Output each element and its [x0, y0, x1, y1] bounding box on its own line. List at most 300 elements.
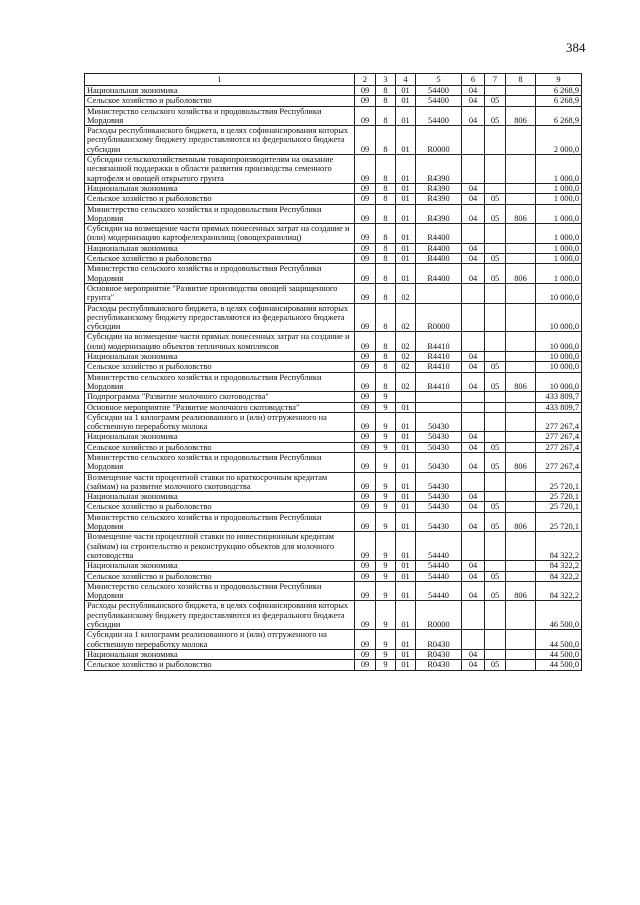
- table-row: [85, 224, 582, 244]
- row-amount: 1 000,0: [536, 264, 582, 284]
- row-amount: 25 720,1: [536, 512, 582, 532]
- code-ministry: [506, 502, 536, 512]
- code-gp: 09: [355, 532, 376, 561]
- code-ministry: [506, 571, 536, 581]
- row-name: Субсидии на возмещение части прямых понесенных затрат на создание и (или) модернизацию картофелехранилищ (овощехранилищ): [85, 224, 355, 244]
- code-ministry: [506, 402, 536, 412]
- code-ministry: [506, 492, 536, 502]
- code-subsection: 05: [485, 452, 506, 472]
- code-gp: 09: [355, 183, 376, 193]
- table-row: [85, 183, 582, 193]
- code-sub: 8: [376, 204, 396, 224]
- code-gp: 09: [355, 561, 376, 571]
- row-name: Национальная экономика: [85, 86, 355, 96]
- code-main: 01: [396, 194, 416, 204]
- row-name: Основное мероприятие "Развитие производства овощей защищенного грунта": [85, 283, 355, 303]
- code-ministry: [506, 649, 536, 659]
- row-name: Министерство сельского хозяйства и продовольствия Республики Мордовия: [85, 372, 355, 392]
- code-direction: R4390: [416, 155, 462, 184]
- code-sub: 8: [376, 243, 396, 253]
- code-direction: [416, 392, 462, 402]
- column-header-8: 8: [506, 74, 536, 86]
- code-sub: 8: [376, 264, 396, 284]
- code-section: 04: [462, 660, 485, 670]
- code-main: 01: [396, 571, 416, 581]
- code-section: [462, 630, 485, 650]
- code-main: 01: [396, 630, 416, 650]
- code-direction: R4400: [416, 243, 462, 253]
- code-subsection: [485, 432, 506, 442]
- row-name: Национальная экономика: [85, 432, 355, 442]
- code-subsection: [485, 601, 506, 630]
- code-subsection: [485, 86, 506, 96]
- table-row: [85, 362, 582, 372]
- row-amount: 277 267,4: [536, 412, 582, 432]
- code-section: [462, 392, 485, 402]
- code-ministry: [506, 332, 536, 352]
- code-main: 02: [396, 362, 416, 372]
- code-direction: R4410: [416, 332, 462, 352]
- row-amount: 1 000,0: [536, 183, 582, 193]
- code-gp: 09: [355, 512, 376, 532]
- row-name: Министерство сельского хозяйства и продовольствия Республики Мордовия: [85, 452, 355, 472]
- code-main: 01: [396, 155, 416, 184]
- table-header-row: [85, 74, 582, 86]
- row-name: Сельское хозяйство и рыболовство: [85, 96, 355, 106]
- code-ministry: [506, 561, 536, 571]
- code-section: 04: [462, 194, 485, 204]
- row-amount: 277 267,4: [536, 432, 582, 442]
- code-main: 01: [396, 452, 416, 472]
- row-amount: 6 268,9: [536, 96, 582, 106]
- table-row: [85, 502, 582, 512]
- row-amount: 1 000,0: [536, 155, 582, 184]
- code-subsection: 05: [485, 571, 506, 581]
- code-subsection: 05: [485, 442, 506, 452]
- row-name: Возмещение части процентной ставки по инвестиционным кредитам (займам) на строительство и реконструкцию объектов для молочного скотоводства: [85, 532, 355, 561]
- row-name: Сельское хозяйство и рыболовство: [85, 571, 355, 581]
- code-main: [396, 392, 416, 402]
- code-ministry: [506, 126, 536, 155]
- row-name: Министерство сельского хозяйства и продовольствия Республики Мордовия: [85, 512, 355, 532]
- code-gp: 09: [355, 204, 376, 224]
- code-section: [462, 472, 485, 492]
- code-direction: R0430: [416, 630, 462, 650]
- code-direction: 50430: [416, 412, 462, 432]
- code-ministry: 806: [506, 512, 536, 532]
- code-gp: 09: [355, 432, 376, 442]
- code-sub: 9: [376, 581, 396, 601]
- row-amount: 1 000,0: [536, 204, 582, 224]
- code-direction: R4410: [416, 362, 462, 372]
- row-name: Сельское хозяйство и рыболовство: [85, 194, 355, 204]
- table-row: [85, 571, 582, 581]
- row-name: Министерство сельского хозяйства и продовольствия Республики Мордовия: [85, 264, 355, 284]
- code-direction: [416, 402, 462, 412]
- code-subsection: [485, 532, 506, 561]
- code-main: 01: [396, 204, 416, 224]
- code-subsection: [485, 630, 506, 650]
- code-direction: 54400: [416, 96, 462, 106]
- code-section: 04: [462, 372, 485, 392]
- code-gp: 09: [355, 362, 376, 372]
- code-gp: 09: [355, 332, 376, 352]
- code-subsection: 05: [485, 264, 506, 284]
- row-amount: 10 000,0: [536, 283, 582, 303]
- code-ministry: [506, 442, 536, 452]
- row-name: Сельское хозяйство и рыболовство: [85, 442, 355, 452]
- code-sub: 8: [376, 254, 396, 264]
- code-ministry: [506, 630, 536, 650]
- code-main: 01: [396, 402, 416, 412]
- row-name: Национальная экономика: [85, 649, 355, 659]
- row-name: Субсидии сельскохозяйственным товаропроизводителям на оказание несвязанной поддержки в области развития производства семенного картофеля и овощей открытого грунта: [85, 155, 355, 184]
- row-name: Субсидии на 1 килограмм реализованного и (или) отгруженного на собственную переработку молока: [85, 412, 355, 432]
- row-name: Национальная экономика: [85, 561, 355, 571]
- code-gp: 09: [355, 264, 376, 284]
- row-amount: 1 000,0: [536, 243, 582, 253]
- code-gp: 09: [355, 412, 376, 432]
- code-ministry: [506, 472, 536, 492]
- code-section: [462, 303, 485, 332]
- code-subsection: 05: [485, 581, 506, 601]
- table-row: [85, 264, 582, 284]
- column-header-4: 4: [396, 74, 416, 86]
- code-sub: 8: [376, 126, 396, 155]
- column-header-9: 9: [536, 74, 582, 86]
- row-amount: 1 000,0: [536, 224, 582, 244]
- code-gp: 09: [355, 649, 376, 659]
- code-gp: 09: [355, 224, 376, 244]
- code-subsection: [485, 352, 506, 362]
- row-name: Министерство сельского хозяйства и продовольствия Республики Мордовия: [85, 581, 355, 601]
- code-gp: 09: [355, 86, 376, 96]
- row-amount: 277 267,4: [536, 452, 582, 472]
- row-name: Возмещение части процентной ставки по краткосрочным кредитам (займам) на развитие молочного скотоводства: [85, 472, 355, 492]
- code-subsection: 05: [485, 194, 506, 204]
- code-subsection: 05: [485, 512, 506, 532]
- code-ministry: [506, 362, 536, 372]
- code-section: 04: [462, 106, 485, 126]
- code-main: 01: [396, 561, 416, 571]
- code-direction: 54430: [416, 472, 462, 492]
- table-row: [85, 442, 582, 452]
- code-main: 01: [396, 442, 416, 452]
- column-header-3: 3: [376, 74, 396, 86]
- code-gp: 09: [355, 155, 376, 184]
- code-direction: R0000: [416, 601, 462, 630]
- code-direction: 54440: [416, 571, 462, 581]
- table-row: [85, 512, 582, 532]
- row-name: Национальная экономика: [85, 492, 355, 502]
- code-section: 04: [462, 352, 485, 362]
- row-amount: 433 809,7: [536, 392, 582, 402]
- code-subsection: [485, 472, 506, 492]
- row-amount: 44 500,0: [536, 630, 582, 650]
- code-direction: 54440: [416, 581, 462, 601]
- code-direction: R0430: [416, 660, 462, 670]
- code-main: 02: [396, 352, 416, 362]
- code-sub: 9: [376, 601, 396, 630]
- code-sub: 9: [376, 412, 396, 432]
- row-name: Расходы республиканского бюджета, в целях софинансирования которых республиканскому бюджету предоставляются из федерального бюджета субсидии: [85, 126, 355, 155]
- code-gp: 09: [355, 126, 376, 155]
- code-ministry: [506, 601, 536, 630]
- row-name: Субсидии на 1 килограмм реализованного и (или) отгруженного на собственную переработку молока: [85, 630, 355, 650]
- code-ministry: 806: [506, 372, 536, 392]
- table-row: [85, 155, 582, 184]
- code-subsection: 05: [485, 106, 506, 126]
- column-header-6: 6: [462, 74, 485, 86]
- table-row: [85, 194, 582, 204]
- table-row: [85, 432, 582, 442]
- code-section: 04: [462, 649, 485, 659]
- code-gp: 09: [355, 96, 376, 106]
- code-main: 02: [396, 303, 416, 332]
- code-gp: 09: [355, 492, 376, 502]
- code-section: 04: [462, 492, 485, 502]
- table-row: [85, 649, 582, 659]
- code-direction: R4400: [416, 254, 462, 264]
- column-header-1: 1: [85, 74, 355, 86]
- code-direction: 54400: [416, 106, 462, 126]
- row-amount: 6 268,9: [536, 86, 582, 96]
- table-row: [85, 601, 582, 630]
- code-sub: 9: [376, 442, 396, 452]
- table-row: [85, 630, 582, 650]
- table-row: [85, 492, 582, 502]
- row-name: Сельское хозяйство и рыболовство: [85, 254, 355, 264]
- table-row: [85, 581, 582, 601]
- code-ministry: [506, 432, 536, 442]
- code-main: 01: [396, 86, 416, 96]
- code-direction: 50430: [416, 452, 462, 472]
- row-amount: 84 322,2: [536, 532, 582, 561]
- code-section: 04: [462, 204, 485, 224]
- table-row: [85, 412, 582, 432]
- code-main: 01: [396, 126, 416, 155]
- code-section: [462, 126, 485, 155]
- code-ministry: [506, 96, 536, 106]
- code-section: 04: [462, 96, 485, 106]
- code-section: [462, 224, 485, 244]
- code-gp: 09: [355, 581, 376, 601]
- table-row: [85, 106, 582, 126]
- code-main: 02: [396, 332, 416, 352]
- code-section: 04: [462, 442, 485, 452]
- code-section: 04: [462, 512, 485, 532]
- code-section: [462, 332, 485, 352]
- code-direction: R0000: [416, 303, 462, 332]
- code-sub: 9: [376, 649, 396, 659]
- row-name: Сельское хозяйство и рыболовство: [85, 362, 355, 372]
- code-gp: 09: [355, 194, 376, 204]
- code-gp: 09: [355, 601, 376, 630]
- code-gp: 09: [355, 660, 376, 670]
- table-row: [85, 96, 582, 106]
- code-ministry: [506, 532, 536, 561]
- row-amount: 44 500,0: [536, 660, 582, 670]
- code-section: [462, 402, 485, 412]
- code-direction: R4410: [416, 352, 462, 362]
- code-main: 01: [396, 492, 416, 502]
- code-section: 04: [462, 571, 485, 581]
- code-main: 01: [396, 224, 416, 244]
- row-name: Министерство сельского хозяйства и продовольствия Республики Мордовия: [85, 106, 355, 126]
- code-ministry: [506, 303, 536, 332]
- row-amount: 10 000,0: [536, 352, 582, 362]
- code-direction: R4390: [416, 194, 462, 204]
- code-section: 04: [462, 502, 485, 512]
- row-amount: 10 000,0: [536, 303, 582, 332]
- code-sub: 9: [376, 502, 396, 512]
- table-row: [85, 283, 582, 303]
- code-gp: 09: [355, 502, 376, 512]
- code-ministry: 806: [506, 264, 536, 284]
- code-gp: 09: [355, 352, 376, 362]
- code-direction: 54440: [416, 532, 462, 561]
- code-section: [462, 283, 485, 303]
- code-main: 01: [396, 243, 416, 253]
- code-direction: R4410: [416, 372, 462, 392]
- code-main: 02: [396, 372, 416, 392]
- code-main: 01: [396, 412, 416, 432]
- code-ministry: [506, 86, 536, 96]
- code-section: 04: [462, 254, 485, 264]
- code-section: [462, 412, 485, 432]
- row-name: Национальная экономика: [85, 183, 355, 193]
- row-amount: 25 720,1: [536, 472, 582, 492]
- row-amount: 10 000,0: [536, 332, 582, 352]
- row-amount: 46 500,0: [536, 601, 582, 630]
- code-direction: R4390: [416, 183, 462, 193]
- code-main: 01: [396, 512, 416, 532]
- row-amount: 10 000,0: [536, 372, 582, 392]
- row-amount: 10 000,0: [536, 362, 582, 372]
- table-row: [85, 561, 582, 571]
- table-row: [85, 352, 582, 362]
- code-main: 01: [396, 472, 416, 492]
- row-amount: 277 267,4: [536, 442, 582, 452]
- page-number: 384: [566, 40, 586, 55]
- row-amount: 6 268,9: [536, 106, 582, 126]
- table-row: [85, 303, 582, 332]
- row-name: Сельское хозяйство и рыболовство: [85, 660, 355, 670]
- code-subsection: [485, 224, 506, 244]
- code-sub: 8: [376, 194, 396, 204]
- code-gp: 09: [355, 254, 376, 264]
- code-subsection: [485, 402, 506, 412]
- row-amount: 25 720,1: [536, 502, 582, 512]
- table-row: [85, 452, 582, 472]
- code-main: 01: [396, 96, 416, 106]
- code-sub: 9: [376, 571, 396, 581]
- row-name: Национальная экономика: [85, 352, 355, 362]
- code-ministry: [506, 155, 536, 184]
- code-section: 04: [462, 362, 485, 372]
- code-main: 01: [396, 183, 416, 193]
- code-direction: 50430: [416, 432, 462, 442]
- code-gp: 09: [355, 106, 376, 126]
- table-row: [85, 472, 582, 492]
- code-direction: 54430: [416, 502, 462, 512]
- code-section: 04: [462, 264, 485, 284]
- code-main: 01: [396, 581, 416, 601]
- code-sub: 9: [376, 532, 396, 561]
- code-sub: 9: [376, 402, 396, 412]
- table-row: [85, 402, 582, 412]
- code-sub: 8: [376, 362, 396, 372]
- code-section: [462, 601, 485, 630]
- code-sub: 8: [376, 155, 396, 184]
- code-subsection: 05: [485, 96, 506, 106]
- code-subsection: 05: [485, 372, 506, 392]
- table-row: [85, 660, 582, 670]
- code-subsection: [485, 303, 506, 332]
- code-ministry: [506, 392, 536, 402]
- code-subsection: [485, 412, 506, 432]
- code-main: 01: [396, 106, 416, 126]
- code-main: 01: [396, 660, 416, 670]
- code-sub: 8: [376, 352, 396, 362]
- row-name: Подпрограмма "Развитие молочного скотоводства": [85, 392, 355, 402]
- code-sub: 9: [376, 630, 396, 650]
- table-row: [85, 532, 582, 561]
- code-subsection: 05: [485, 204, 506, 224]
- table-row: [85, 204, 582, 224]
- code-main: 01: [396, 254, 416, 264]
- code-subsection: [485, 392, 506, 402]
- code-subsection: [485, 126, 506, 155]
- code-gp: 09: [355, 630, 376, 650]
- column-header-5: 5: [416, 74, 462, 86]
- code-sub: 9: [376, 452, 396, 472]
- code-section: [462, 532, 485, 561]
- table-row: [85, 254, 582, 264]
- code-main: 01: [396, 264, 416, 284]
- row-amount: 2 000,0: [536, 126, 582, 155]
- code-subsection: [485, 183, 506, 193]
- code-sub: 8: [376, 283, 396, 303]
- code-gp: 09: [355, 571, 376, 581]
- code-ministry: [506, 254, 536, 264]
- code-ministry: [506, 183, 536, 193]
- code-sub: 8: [376, 106, 396, 126]
- code-sub: 9: [376, 561, 396, 571]
- code-sub: 8: [376, 183, 396, 193]
- code-direction: R0000: [416, 126, 462, 155]
- row-name: Расходы республиканского бюджета, в целях софинансирования которых республиканскому бюджету предоставляются из федерального бюджета субсидии: [85, 601, 355, 630]
- code-gp: 09: [355, 243, 376, 253]
- column-header-7: 7: [485, 74, 506, 86]
- code-section: 04: [462, 183, 485, 193]
- code-ministry: [506, 412, 536, 432]
- table-row: [85, 392, 582, 402]
- code-section: 04: [462, 452, 485, 472]
- code-sub: 9: [376, 492, 396, 502]
- code-direction: 50430: [416, 442, 462, 452]
- code-subsection: 05: [485, 254, 506, 264]
- table-row: [85, 372, 582, 392]
- code-sub: 9: [376, 472, 396, 492]
- code-direction: R4400: [416, 224, 462, 244]
- code-sub: 8: [376, 224, 396, 244]
- row-name: Министерство сельского хозяйства и продовольствия Республики Мордовия: [85, 204, 355, 224]
- code-direction: R4400: [416, 264, 462, 284]
- code-gp: 09: [355, 303, 376, 332]
- code-sub: 9: [376, 660, 396, 670]
- code-gp: 09: [355, 372, 376, 392]
